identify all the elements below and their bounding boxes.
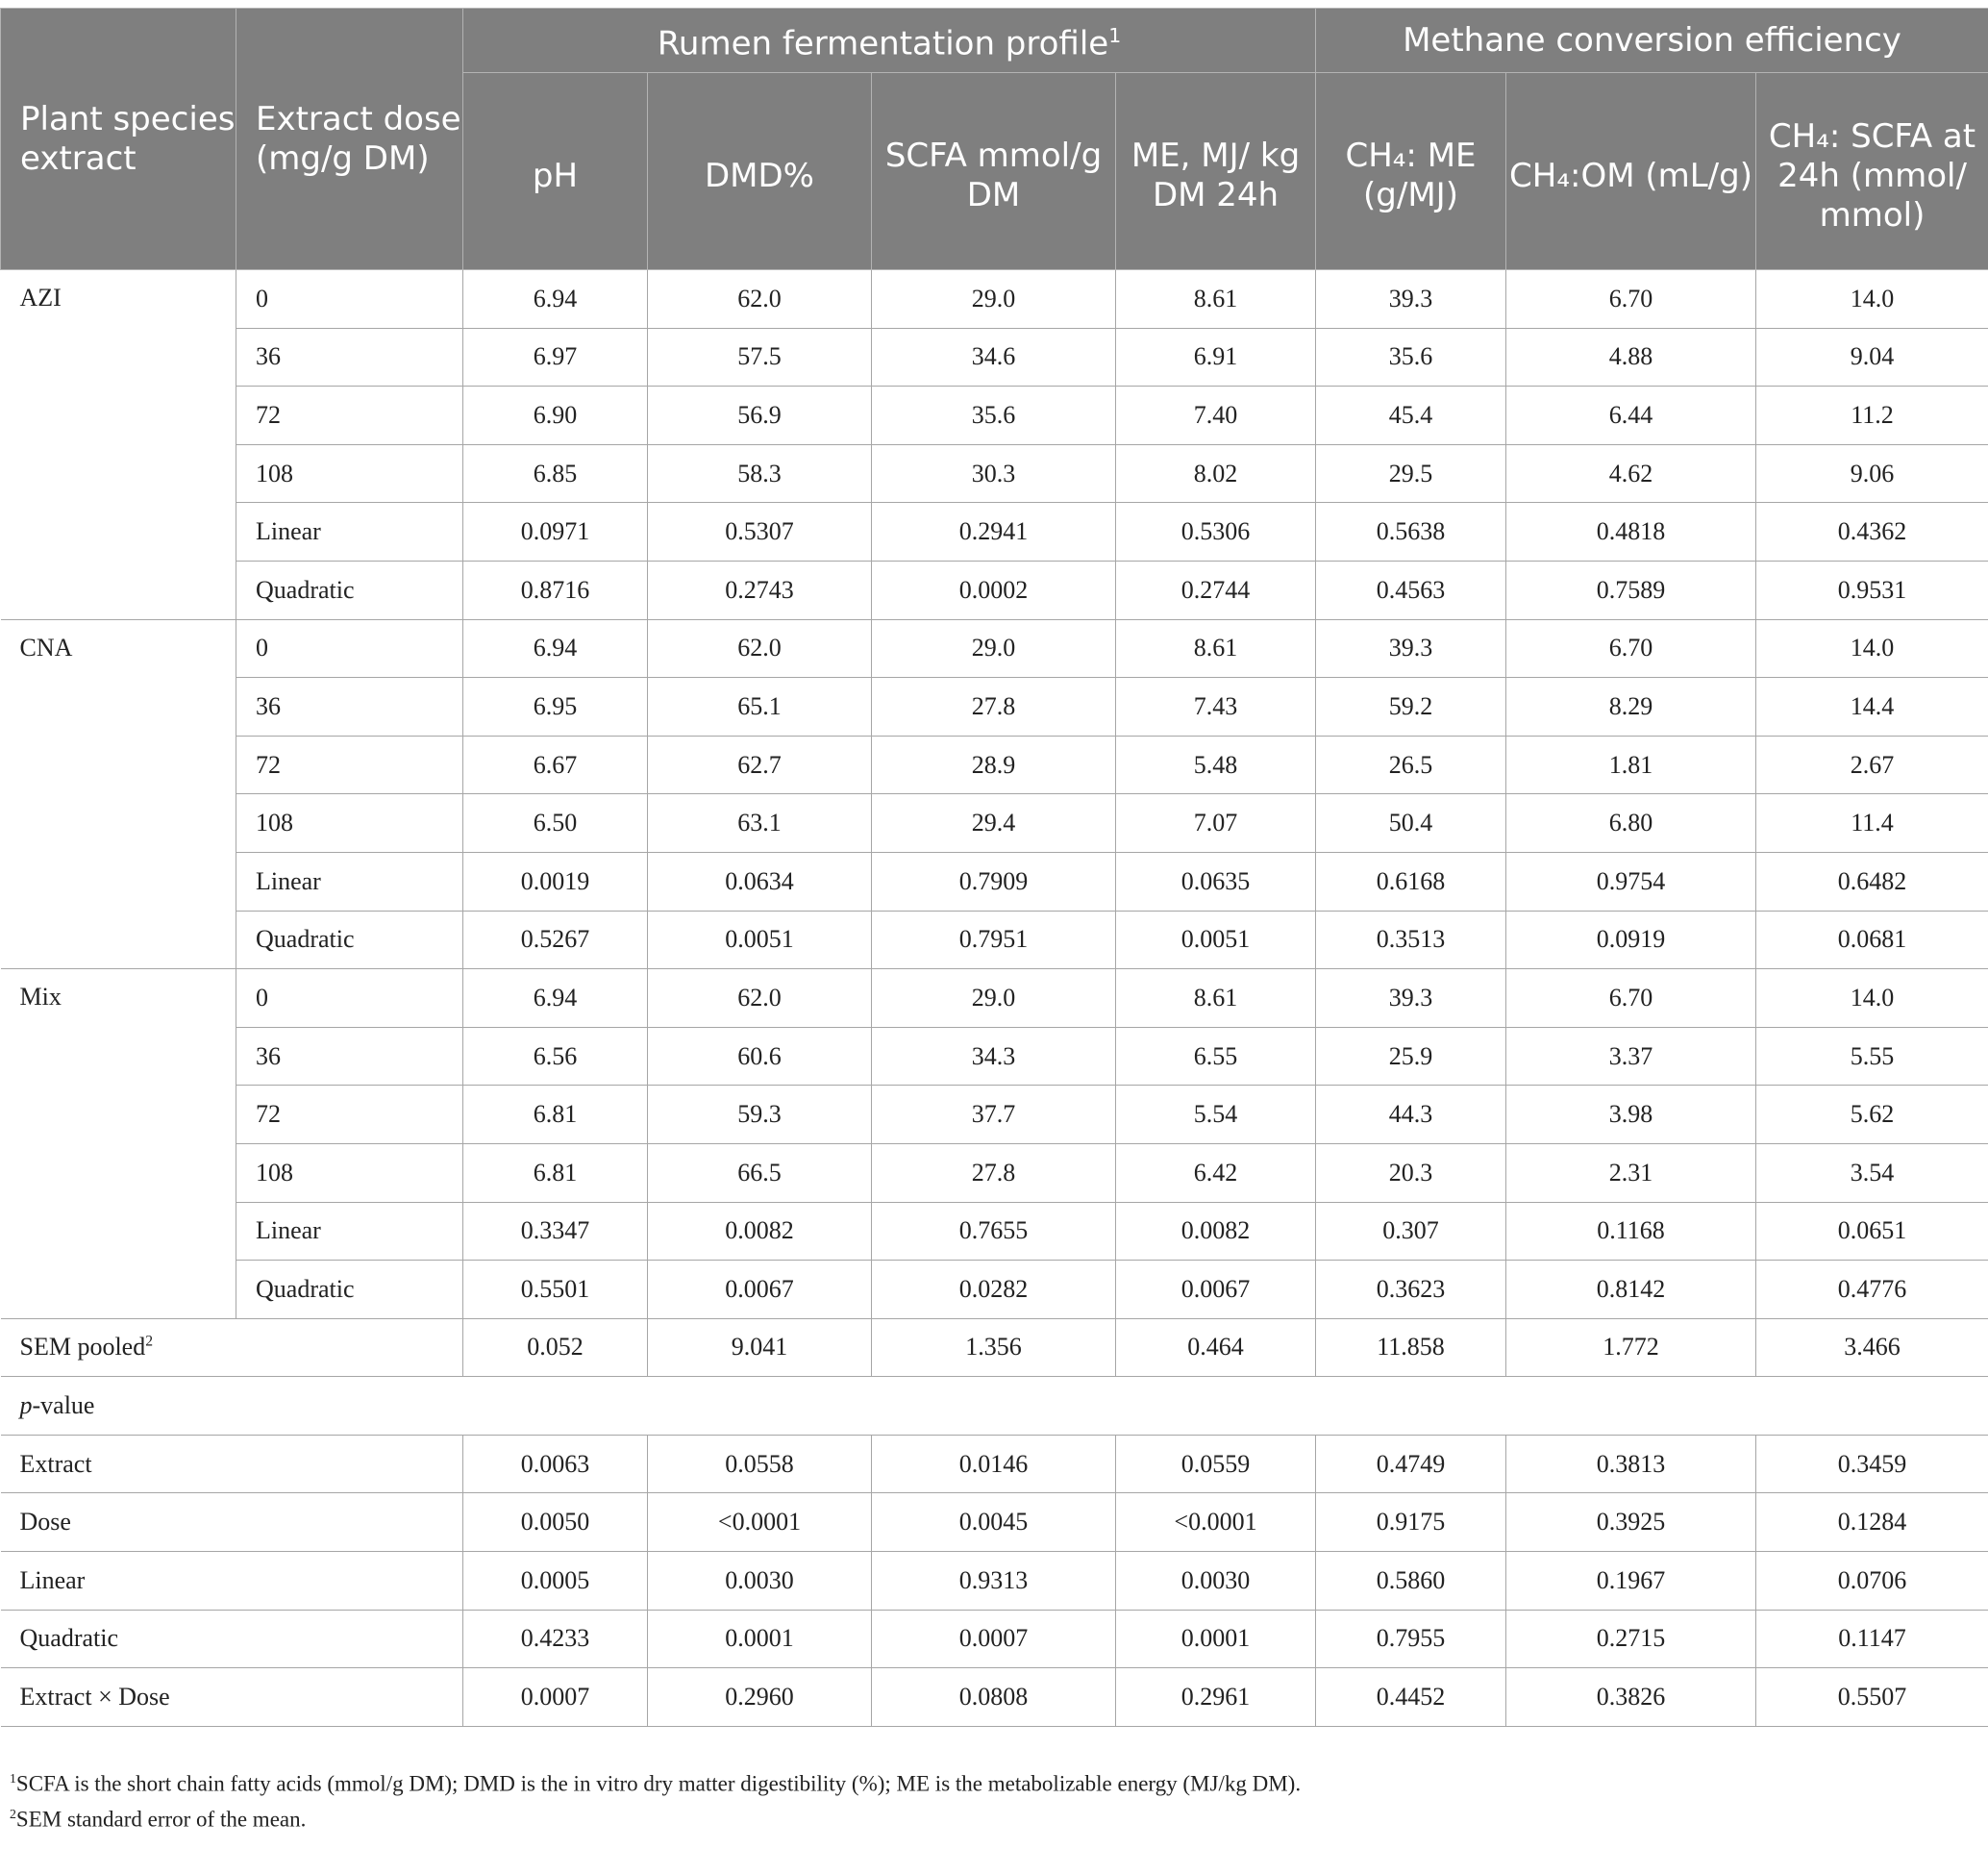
value-cell: 0.4563 — [1316, 561, 1506, 619]
value-cell: 0.0146 — [872, 1435, 1116, 1493]
value-cell: 0.0051 — [1116, 911, 1316, 969]
species-cell: CNA — [1, 619, 236, 969]
value-cell: 0.0919 — [1506, 911, 1756, 969]
value-cell: 0.0007 — [872, 1610, 1116, 1668]
value-cell: 0.3813 — [1506, 1435, 1756, 1493]
value-cell: 27.8 — [872, 1143, 1116, 1202]
table-header — [1, 9, 1988, 270]
pvalue-label-rest: -value — [32, 1391, 95, 1420]
value-cell: 6.91 — [1116, 328, 1316, 387]
value-cell: 0.0067 — [1116, 1261, 1316, 1319]
table-row — [1, 969, 1988, 1028]
header-col: CH₄:OM (mL/g) — [1506, 73, 1756, 270]
value-cell: 0.6482 — [1756, 852, 1988, 911]
species-cell: Mix — [1, 969, 236, 1319]
value-cell: 34.3 — [872, 1027, 1116, 1086]
value-cell: 0.052 — [463, 1318, 648, 1377]
sem-label-cell — [1, 1318, 463, 1377]
stat-row — [1, 1610, 1988, 1668]
sem-row — [1, 1318, 1988, 1377]
value-cell: 37.7 — [872, 1086, 1116, 1144]
header-dose: Extract dose (mg/g DM) — [236, 9, 463, 270]
value-cell: 6.56 — [463, 1027, 648, 1086]
dose-cell: 0 — [236, 270, 463, 329]
value-cell: 0.9531 — [1756, 561, 1988, 619]
value-cell: 6.50 — [463, 794, 648, 853]
dose-cell: Quadratic — [236, 561, 463, 619]
value-cell: 39.3 — [1316, 270, 1506, 329]
value-cell: <0.0001 — [648, 1493, 872, 1552]
value-cell: 0.0082 — [1116, 1202, 1316, 1261]
value-cell: 6.95 — [463, 678, 648, 737]
dose-cell: 72 — [236, 736, 463, 794]
value-cell: 8.61 — [1116, 969, 1316, 1028]
value-cell: 0.0559 — [1116, 1435, 1316, 1493]
dose-cell: Linear — [236, 852, 463, 911]
stat-row — [1, 1552, 1988, 1611]
value-cell: 9.041 — [648, 1318, 872, 1377]
table-row — [1, 1143, 1988, 1202]
value-cell: 6.94 — [463, 619, 648, 678]
table-row — [1, 736, 1988, 794]
table-row — [1, 794, 1988, 853]
value-cell: 0.3925 — [1506, 1493, 1756, 1552]
value-cell: 0.5501 — [463, 1261, 648, 1319]
table-row — [1, 1027, 1988, 1086]
value-cell: 0.9313 — [872, 1552, 1116, 1611]
value-cell: 0.7655 — [872, 1202, 1116, 1261]
value-cell: 62.0 — [648, 969, 872, 1028]
value-cell: 0.0635 — [1116, 852, 1316, 911]
table-row — [1, 1202, 1988, 1261]
value-cell: 6.44 — [1506, 387, 1756, 445]
value-cell: 20.3 — [1316, 1143, 1506, 1202]
value-cell: 0.4233 — [463, 1610, 648, 1668]
value-cell: 3.466 — [1756, 1318, 1988, 1377]
value-cell: 0.0045 — [872, 1493, 1116, 1552]
value-cell: 0.2743 — [648, 561, 872, 619]
value-cell: 0.3459 — [1756, 1435, 1988, 1493]
dose-cell: 36 — [236, 678, 463, 737]
stat-label: Extract × Dose — [1, 1668, 463, 1727]
value-cell: 57.5 — [648, 328, 872, 387]
value-cell: 29.0 — [872, 619, 1116, 678]
value-cell: 6.80 — [1506, 794, 1756, 853]
value-cell: 0.0082 — [648, 1202, 872, 1261]
header-group-methane: Methane conversion efficiency — [1316, 9, 1988, 73]
value-cell: 14.4 — [1756, 678, 1988, 737]
value-cell: 66.5 — [648, 1143, 872, 1202]
value-cell: 0.7589 — [1506, 561, 1756, 619]
dose-cell: 36 — [236, 328, 463, 387]
value-cell: 0.0050 — [463, 1493, 648, 1552]
value-cell: 0.1284 — [1756, 1493, 1988, 1552]
value-cell: 0.0007 — [463, 1668, 648, 1727]
dose-cell: 0 — [236, 619, 463, 678]
value-cell: 27.8 — [872, 678, 1116, 737]
value-cell: 1.81 — [1506, 736, 1756, 794]
value-cell: 11.2 — [1756, 387, 1988, 445]
value-cell: 0.0067 — [648, 1261, 872, 1319]
table-row — [1, 1261, 1988, 1319]
dose-cell: 72 — [236, 387, 463, 445]
value-cell: 0.0002 — [872, 561, 1116, 619]
table-row — [1, 619, 1988, 678]
footnote-1 — [10, 1771, 1301, 1797]
value-cell: 63.1 — [648, 794, 872, 853]
header-col: pH — [463, 73, 648, 270]
value-cell: 60.6 — [648, 1027, 872, 1086]
value-cell: 25.9 — [1316, 1027, 1506, 1086]
value-cell: 29.4 — [872, 794, 1116, 853]
value-cell: 29.0 — [872, 270, 1116, 329]
footnote-mark: 2 — [145, 1333, 154, 1350]
value-cell: 65.1 — [648, 678, 872, 737]
header-col: CH₄: ME (g/MJ) — [1316, 73, 1506, 270]
value-cell: 6.70 — [1506, 619, 1756, 678]
value-cell: 0.0651 — [1756, 1202, 1988, 1261]
value-cell: 0.0030 — [1116, 1552, 1316, 1611]
table-row — [1, 444, 1988, 503]
value-cell: 29.5 — [1316, 444, 1506, 503]
value-cell: 62.0 — [648, 619, 872, 678]
value-cell: 0.9754 — [1506, 852, 1756, 911]
value-cell: 0.0051 — [648, 911, 872, 969]
value-cell: 0.0063 — [463, 1435, 648, 1493]
table-body — [1, 270, 1988, 1727]
value-cell: 58.3 — [648, 444, 872, 503]
dose-cell: 108 — [236, 794, 463, 853]
stat-row — [1, 1493, 1988, 1552]
pvalue-label-italic: p — [19, 1391, 33, 1420]
value-cell: 26.5 — [1316, 736, 1506, 794]
value-cell: 0.3826 — [1506, 1668, 1756, 1727]
dose-cell: 108 — [236, 444, 463, 503]
dose-cell: Quadratic — [236, 1261, 463, 1319]
footnote-text: SEM standard error of the mean. — [15, 1807, 307, 1832]
value-cell: <0.0001 — [1116, 1493, 1316, 1552]
value-cell: 62.7 — [648, 736, 872, 794]
header-species: Plant species extract — [1, 9, 236, 270]
value-cell: 7.07 — [1116, 794, 1316, 853]
value-cell: 56.9 — [648, 387, 872, 445]
value-cell: 0.1168 — [1506, 1202, 1756, 1261]
value-cell: 6.97 — [463, 328, 648, 387]
table-row — [1, 328, 1988, 387]
value-cell: 0.4362 — [1756, 503, 1988, 562]
stat-label: Linear — [1, 1552, 463, 1611]
value-cell: 0.1967 — [1506, 1552, 1756, 1611]
value-cell: 2.31 — [1506, 1143, 1756, 1202]
value-cell: 0.4776 — [1756, 1261, 1988, 1319]
header-col: SCFA mmol/g DM — [872, 73, 1116, 270]
value-cell: 5.55 — [1756, 1027, 1988, 1086]
value-cell: 39.3 — [1316, 969, 1506, 1028]
value-cell: 6.70 — [1506, 270, 1756, 329]
footnote-mark: 1 — [1108, 24, 1122, 48]
value-cell: 3.37 — [1506, 1027, 1756, 1086]
value-cell: 7.40 — [1116, 387, 1316, 445]
value-cell: 0.9175 — [1316, 1493, 1506, 1552]
value-cell: 59.3 — [648, 1086, 872, 1144]
value-cell: 0.0971 — [463, 503, 648, 562]
value-cell: 6.67 — [463, 736, 648, 794]
value-cell: 0.0001 — [648, 1610, 872, 1668]
value-cell: 4.62 — [1506, 444, 1756, 503]
value-cell: 4.88 — [1506, 328, 1756, 387]
value-cell: 11.858 — [1316, 1318, 1506, 1377]
value-cell: 9.06 — [1756, 444, 1988, 503]
value-cell: 59.2 — [1316, 678, 1506, 737]
value-cell: 6.90 — [463, 387, 648, 445]
value-cell: 35.6 — [1316, 328, 1506, 387]
value-cell: 8.61 — [1116, 619, 1316, 678]
value-cell: 0.0558 — [648, 1435, 872, 1493]
pvalue-row — [1, 1377, 1988, 1436]
value-cell: 35.6 — [872, 387, 1116, 445]
table-row — [1, 1086, 1988, 1144]
value-cell: 5.54 — [1116, 1086, 1316, 1144]
value-cell: 29.0 — [872, 969, 1116, 1028]
value-cell: 14.0 — [1756, 619, 1988, 678]
stat-label: Dose — [1, 1493, 463, 1552]
value-cell: 8.61 — [1116, 270, 1316, 329]
header-col: DMD% — [648, 73, 872, 270]
value-cell: 45.4 — [1316, 387, 1506, 445]
value-cell: 1.772 — [1506, 1318, 1756, 1377]
dose-cell: Linear — [236, 503, 463, 562]
value-cell: 7.43 — [1116, 678, 1316, 737]
value-cell: 39.3 — [1316, 619, 1506, 678]
footnote-mark: 2 — [10, 1807, 16, 1821]
stat-label: Quadratic — [1, 1610, 463, 1668]
table-row — [1, 503, 1988, 562]
header-col: CH₄: SCFA at 24h (mmol/ mmol) — [1756, 73, 1988, 270]
value-cell: 0.2744 — [1116, 561, 1316, 619]
footnote-mark: 1 — [10, 1771, 16, 1786]
table-row — [1, 387, 1988, 445]
table-row — [1, 678, 1988, 737]
value-cell: 0.5507 — [1756, 1668, 1988, 1727]
header-group-rumen — [463, 9, 1316, 73]
value-cell: 14.0 — [1756, 969, 1988, 1028]
value-cell: 0.5860 — [1316, 1552, 1506, 1611]
value-cell: 0.3513 — [1316, 911, 1506, 969]
results-table — [0, 8, 1988, 1727]
value-cell: 8.29 — [1506, 678, 1756, 737]
footnote-text: SCFA is the short chain fatty acids (mmol/g DM); DMD is the in vitro dry matter digestibility (%); ME is the metabolizable energy (MJ/kg DM). — [15, 1771, 1302, 1796]
value-cell: 0.5307 — [648, 503, 872, 562]
value-cell: 0.0681 — [1756, 911, 1988, 969]
value-cell: 28.9 — [872, 736, 1116, 794]
value-cell: 0.7955 — [1316, 1610, 1506, 1668]
value-cell: 11.4 — [1756, 794, 1988, 853]
value-cell: 0.0282 — [872, 1261, 1116, 1319]
dose-cell: Quadratic — [236, 911, 463, 969]
value-cell: 1.356 — [872, 1318, 1116, 1377]
value-cell: 62.0 — [648, 270, 872, 329]
value-cell: 8.02 — [1116, 444, 1316, 503]
value-cell: 6.81 — [463, 1143, 648, 1202]
value-cell: 0.2961 — [1116, 1668, 1316, 1727]
value-cell: 3.98 — [1506, 1086, 1756, 1144]
sem-label: SEM pooled — [19, 1333, 146, 1362]
value-cell: 0.4749 — [1316, 1435, 1506, 1493]
table-row — [1, 561, 1988, 619]
species-cell: AZI — [1, 270, 236, 620]
table-row — [1, 911, 1988, 969]
value-cell: 0.2715 — [1506, 1610, 1756, 1668]
value-cell: 0.5306 — [1116, 503, 1316, 562]
stat-row — [1, 1435, 1988, 1493]
value-cell: 0.307 — [1316, 1202, 1506, 1261]
value-cell: 0.6168 — [1316, 852, 1506, 911]
value-cell: 0.4818 — [1506, 503, 1756, 562]
dose-cell: 108 — [236, 1143, 463, 1202]
value-cell: 0.1147 — [1756, 1610, 1988, 1668]
value-cell: 50.4 — [1316, 794, 1506, 853]
value-cell: 6.70 — [1506, 969, 1756, 1028]
value-cell: 0.8142 — [1506, 1261, 1756, 1319]
value-cell: 0.7909 — [872, 852, 1116, 911]
table-row — [1, 852, 1988, 911]
value-cell: 14.0 — [1756, 270, 1988, 329]
value-cell: 5.62 — [1756, 1086, 1988, 1144]
value-cell: 0.8716 — [463, 561, 648, 619]
header-col: ME, MJ/ kg DM 24h — [1116, 73, 1316, 270]
dose-cell: 36 — [236, 1027, 463, 1086]
value-cell: 0.2941 — [872, 503, 1116, 562]
value-cell: 5.48 — [1116, 736, 1316, 794]
value-cell: 0.0634 — [648, 852, 872, 911]
value-cell: 6.42 — [1116, 1143, 1316, 1202]
value-cell: 6.94 — [463, 270, 648, 329]
value-cell: 3.54 — [1756, 1143, 1988, 1202]
value-cell: 44.3 — [1316, 1086, 1506, 1144]
value-cell: 0.0030 — [648, 1552, 872, 1611]
header-group-rumen-label: Rumen fermentation profile — [657, 24, 1109, 63]
table-row — [1, 270, 1988, 329]
value-cell: 6.94 — [463, 969, 648, 1028]
value-cell: 34.6 — [872, 328, 1116, 387]
value-cell: 0.0001 — [1116, 1610, 1316, 1668]
value-cell: 0.3347 — [463, 1202, 648, 1261]
dose-cell: 0 — [236, 969, 463, 1028]
results-table-container — [0, 8, 1988, 1727]
value-cell: 0.0706 — [1756, 1552, 1988, 1611]
value-cell: 0.0019 — [463, 852, 648, 911]
value-cell: 0.4452 — [1316, 1668, 1506, 1727]
value-cell: 0.0808 — [872, 1668, 1116, 1727]
value-cell: 0.7951 — [872, 911, 1116, 969]
value-cell: 0.464 — [1116, 1318, 1316, 1377]
stat-label: Extract — [1, 1435, 463, 1493]
dose-cell: Linear — [236, 1202, 463, 1261]
value-cell: 6.81 — [463, 1086, 648, 1144]
value-cell: 30.3 — [872, 444, 1116, 503]
value-cell: 9.04 — [1756, 328, 1988, 387]
stat-row — [1, 1668, 1988, 1727]
value-cell: 0.3623 — [1316, 1261, 1506, 1319]
value-cell: 6.55 — [1116, 1027, 1316, 1086]
value-cell: 0.2960 — [648, 1668, 872, 1727]
dose-cell: 72 — [236, 1086, 463, 1144]
value-cell: 2.67 — [1756, 736, 1988, 794]
value-cell: 6.85 — [463, 444, 648, 503]
value-cell: 0.5267 — [463, 911, 648, 969]
pvalue-label-cell — [1, 1377, 1988, 1436]
footnote-2 — [10, 1807, 306, 1833]
value-cell: 0.5638 — [1316, 503, 1506, 562]
value-cell: 0.0005 — [463, 1552, 648, 1611]
